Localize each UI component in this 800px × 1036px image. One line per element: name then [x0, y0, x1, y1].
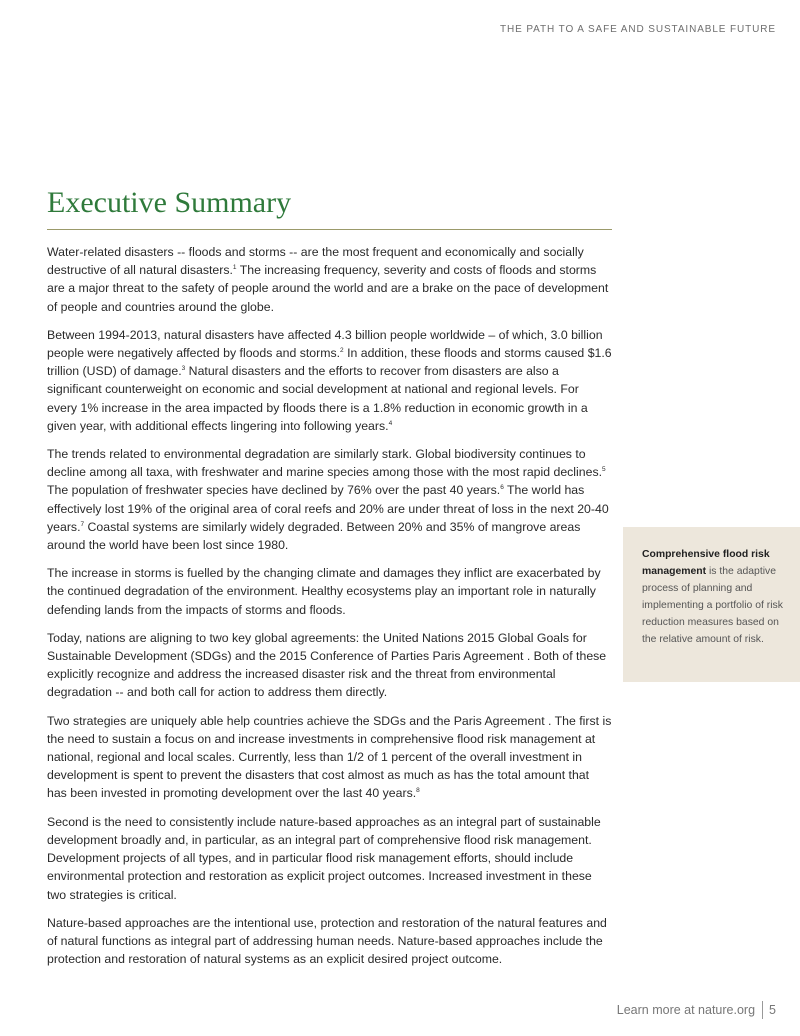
- paragraph-text: Water-related disasters -- floods and storms -- are the most frequent and economically and socially destructive of all natural disasters.: [47, 245, 584, 278]
- paragraph-text: Natural disasters and the efforts to recover from disasters are also a significant counterweight on economic and social development at national and regional levels. For every 1% increase in the area impacted by floods there is a 1.8% reduction in economic growth in a given year, with additional effects lingering into following years.: [47, 364, 588, 433]
- body-paragraph: [47, 326, 612, 435]
- paragraph-text: The trends related to environmental degradation are similarly stark. Global biodiversity continues to decline among all taxa, with freshwater and marine species among those with the most rapid declines.: [47, 447, 603, 480]
- paragraph-text: The increase in storms is fuelled by the changing climate and damages they inflict are exacerbated by the continued degradation of the environment. Healthy ecosystems play an important role in naturally defending lands from the impacts of storms and floods.: [47, 566, 601, 617]
- paragraph-text: In addition, these floods and storms caused $1.6 trillion (USD) of damage.: [47, 346, 612, 379]
- page-title: Executive Summary: [47, 186, 292, 219]
- body-paragraph: [47, 629, 612, 702]
- title-divider: [47, 229, 612, 230]
- body-paragraph: [47, 813, 612, 904]
- paragraph-text: Coastal systems are similarly widely degraded. Between 20% and 35% of mangrove areas around the world have been lost since 1980.: [47, 519, 581, 553]
- footer-separator: [762, 1001, 763, 1019]
- body-paragraph: [47, 445, 612, 554]
- paragraph-text: Today, nations are aligning to two key global agreements: the United Nations 2015 Global Goals for Sustainable Development (SDGs) and the 2015 Conference of Parties Paris Agreement . Both of these explicitly recognize and address the increased disaster risk and the threat from environmental degradation -- and both call for action to address them directly.: [47, 630, 607, 700]
- footer: [617, 1001, 776, 1019]
- footnote-marker: 2: [340, 346, 344, 354]
- body-paragraph: [47, 564, 612, 619]
- footnote-marker: 6: [500, 484, 504, 492]
- paragraph-text: Two strategies are uniquely able help countries achieve the SDGs and the Paris Agreement . The first is the need to sustain a focus on and increase investments in comprehensive flood risk management at national, regional and local scales. Currently, less than 1/2 of 1 percent of the overall investment in development is spent to prevent the disasters that cost almost as much as has the total amount that has been invested in promoting development over the last 40 years.: [47, 713, 612, 801]
- footnote-marker: 4: [388, 419, 393, 427]
- paragraph-text: The population of freshwater species have declined by 76% over the past 40 years.: [47, 483, 501, 498]
- body-text: [47, 243, 612, 978]
- paragraph-text: Second is the need to consistently include nature-based approaches as an integral part of sustainable development broadly and, in particular, as an integral part of comprehensive flood risk management. Development projects of all types, and in particular flood risk management efforts, should include environmental protection and restoration as explicit project outcomes. Increased investment in these two strategies is critical.: [47, 814, 601, 902]
- footnote-marker: 1: [232, 264, 237, 272]
- footnote-marker: 8: [416, 787, 420, 795]
- body-paragraph: [47, 914, 612, 969]
- running-header: THE PATH TO A SAFE AND SUSTAINABLE FUTURE: [499, 24, 776, 35]
- body-paragraph: [47, 712, 612, 803]
- sidebar-text: [642, 546, 792, 648]
- paragraph-text: The increasing frequency, severity and costs of floods and storms are a major threat to the safety of people around the world and are a brake on the pace of development of people and countries around the globe.: [47, 263, 609, 314]
- paragraph-text: Between 1994-2013, natural disasters have affected 4.3 billion people worldwide – of which, 3.0 billion people were negatively affected by floods and storms.: [47, 327, 603, 361]
- body-paragraph: [47, 243, 612, 316]
- footnote-marker: 3: [181, 365, 186, 373]
- footnote-marker: 5: [602, 466, 606, 474]
- footnote-marker: 7: [80, 520, 85, 528]
- definition-sidebar: [623, 527, 800, 682]
- page-number: 5: [769, 1003, 776, 1017]
- paragraph-text: Nature-based approaches are the intentional use, protection and restoration of the natural features and of natural functions as integral part of addressing human needs. Nature-based approaches include the protection and restoration of natural systems as an explicit desired project outcome.: [47, 915, 607, 967]
- sidebar-definition: is the adaptive process of planning and implementing a portfolio of risk reduction measures based on the relative amount of risk.: [642, 566, 783, 645]
- footer-link-text[interactable]: Learn more at nature.org: [616, 1003, 756, 1017]
- paragraph-text: The world has effectively lost 19% of the original area of coral reefs and 20% are under threat of loss in the next 20-40 years.: [47, 483, 609, 534]
- sidebar-term: Comprehensive flood risk management: [642, 549, 770, 577]
